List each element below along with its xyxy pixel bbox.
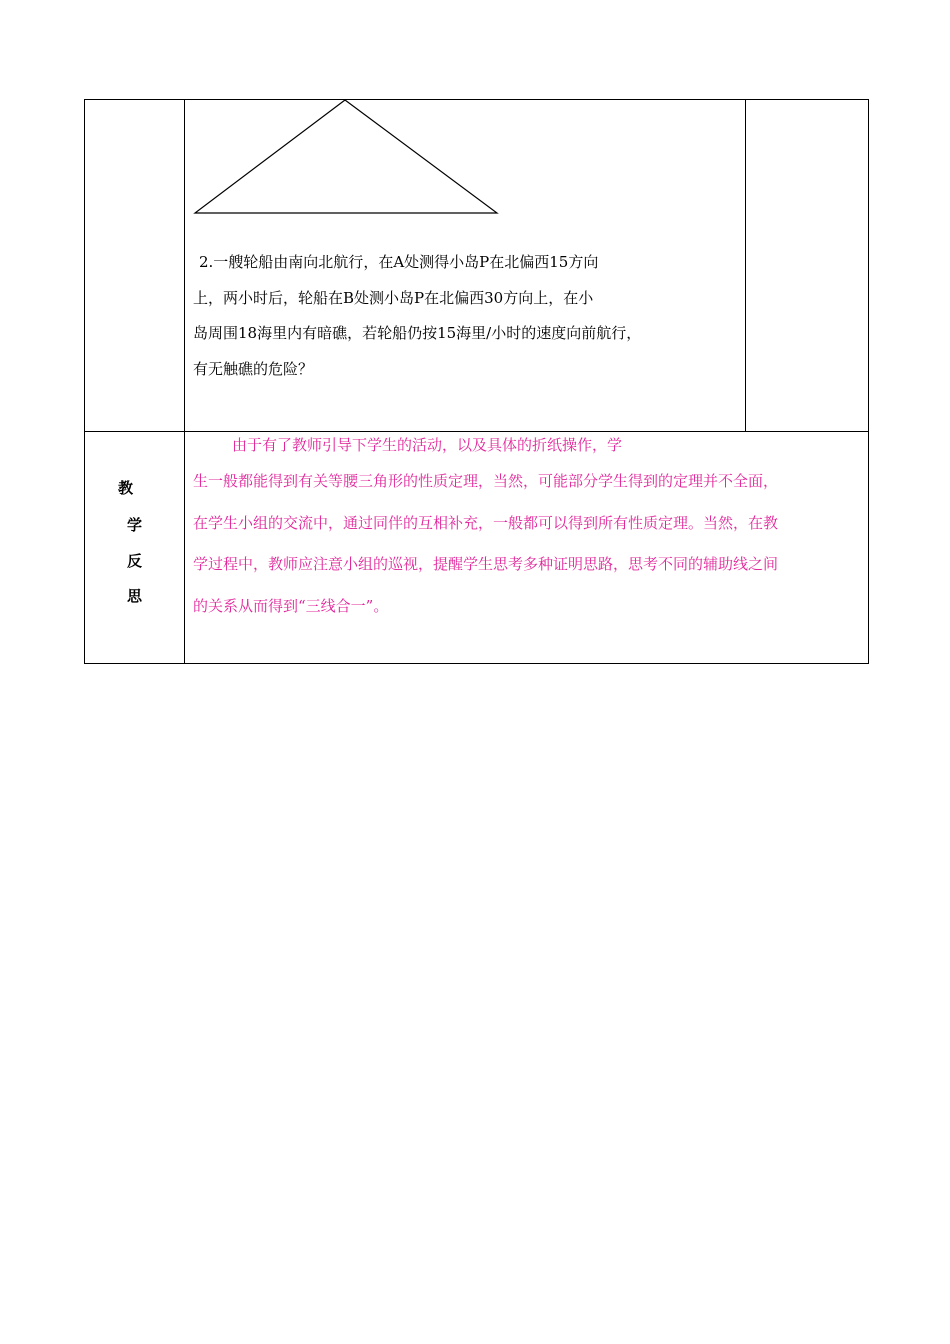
problem-line-3: 岛周围18海里内有暗礁，若轮船仍按15海里/小时的速度向前航行， [193, 324, 642, 342]
table-border-bottom [84, 663, 869, 664]
table-border-middle [84, 431, 869, 432]
triangle-shape [195, 100, 497, 213]
triangle-figure [0, 0, 950, 230]
problem-line-2: 上，两小时后，轮船在B处测小岛P在北偏西30方向上，在小 [193, 289, 594, 307]
reflection-line-3: 在学生小组的交流中，通过同伴的互相补充，一般都可以得到所有性质定理。当然，在教 [193, 514, 779, 532]
reflection-line-1: 由于有了教师引导下学生的活动，以及具体的折纸操作，学 [232, 436, 623, 454]
problem-line-1: 2.一艘轮船由南向北航行，在A处测得小岛P在北偏西15方向 [199, 253, 599, 271]
heading-char-3: 反 [127, 552, 143, 570]
problem-line-4: 有无触礁的危险？ [193, 360, 314, 378]
heading-char-2: 学 [127, 516, 143, 534]
heading-char-4: 思 [127, 587, 143, 605]
reflection-line-5: 的关系从而得到“三线合一”。 [193, 597, 389, 615]
reflection-line-2: 生一般都能得到有关等腰三角形的性质定理，当然，可能部分学生得到的定理并不全面， [193, 472, 779, 490]
heading-char-1: 教 [118, 479, 134, 497]
reflection-line-4: 学过程中，教师应注意小组的巡视，提醒学生思考多种证明思路，思考不同的辅助线之间 [193, 555, 779, 573]
